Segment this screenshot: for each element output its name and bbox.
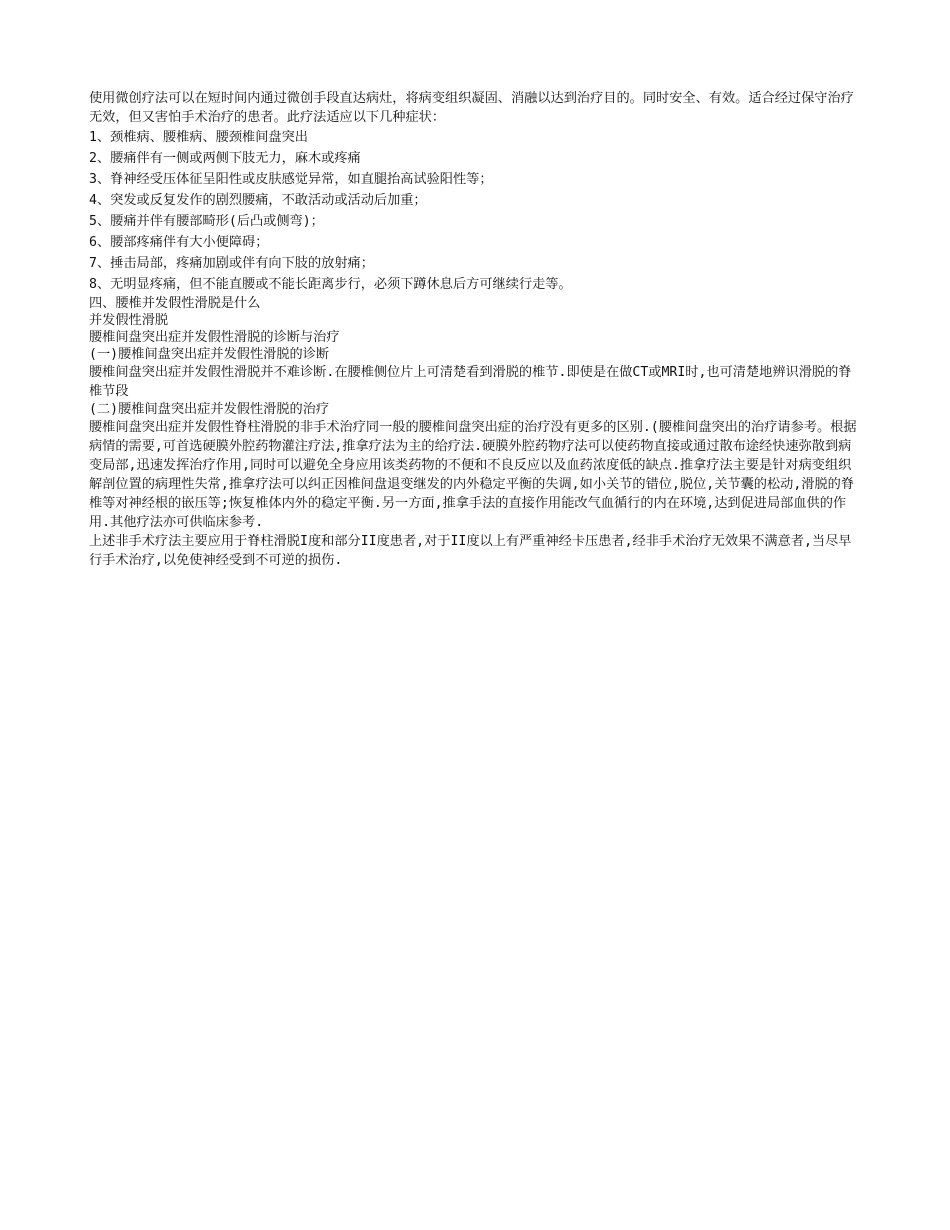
treatment-paragraph: 腰椎间盘突出症并发假性脊柱滑脱的非手术治疗同一般的腰椎间盘突出症的治疗没有更多的区别.(腰椎间盘突出的治疗请参考。根据病情的需要,可首选硬膜外腔药物灌注疗法,推拿疗法为主的给疗法.硬膜外腔药物疗法可以使药物直接或通过散布途经快速弥散到病变局部,迅速发挥治疗作用,同时可以避免全身应用该类药物的不便和不良反应以及血药浓度低的缺点.推拿疗法主要是针对病变组织解剖位置的病理性失常,推拿疗法可以纠正因椎间盘退变继发的内外稳定平衡的失调,如小关节的错位,脱位,关节囊的松动,滑脱的脊椎等对神经根的嵌压等;恢复椎体内外的稳定平衡.另一方面,推拿手法的直接作用能改气血循行的内在环境,达到促进局部血供的作用.其他疗法亦可供临床参考. [89,420,857,530]
list-item: 1、颈椎病、腰椎病、腰颈椎间盘突出 [89,130,308,145]
diagnosis-heading: (一)腰椎间盘突出症并发假性滑脱的诊断 [89,347,330,362]
section-subtitle: 并发假性滑脱 [89,313,169,328]
list-item: 5、腰痛并伴有腰部畸形(后凸或侧弯)； [89,214,324,229]
list-item: 4、突发或反复发作的剧烈腰痛，不敢活动或活动后加重； [89,193,427,208]
list-item: 7、捶击局部，疼痛加剧或伴有向下肢的放射痛； [89,256,374,271]
symptom-list [89,127,864,295]
list-item: 8、无明显疼痛，但不能直腰或不能长距离步行，必须下蹲休息后方可继续行走等。 [89,277,572,292]
document-body [89,89,864,570]
treatment-heading: (二)腰椎间盘突出症并发假性滑脱的治疗 [89,402,330,417]
closing-paragraph: 上述非手术疗法主要应用于脊柱滑脱I度和部分II度患者,对于II度以上有严重神经卡压患者,经非手术治疗无效果不满意者,当尽早行手术治疗,以免使神经受到不可逆的损伤. [89,534,852,568]
list-item: 6、腰部疼痛伴有大小便障碍； [89,235,269,250]
section-subtitle-2: 腰椎间盘突出症并发假性滑脱的诊断与治疗 [89,330,340,345]
section-title: 四、腰椎并发假性滑脱是什么 [89,296,261,311]
diagnosis-paragraph: 腰椎间盘突出症并发假性滑脱并不难诊断.在腰椎侧位片上可清楚看到滑脱的椎节.即使是在做CT或MRI时,也可清楚地辨识滑脱的脊椎节段 [89,365,852,399]
list-item: 3、脊神经受压体征呈阳性或皮肤感觉异常，如直腿抬高试验阳性等； [89,172,493,187]
list-item: 2、腰痛伴有一侧或两侧下肢无力，麻木或疼痛 [89,151,361,166]
intro-paragraph: 使用微创疗法可以在短时间内通过微创手段直达病灶，将病变组织凝固、消融以达到治疗目的。同时安全、有效。适合经过保守治疗无效，但又害怕手术治疗的患者。此疗法适应以下几种症状： [89,91,854,125]
